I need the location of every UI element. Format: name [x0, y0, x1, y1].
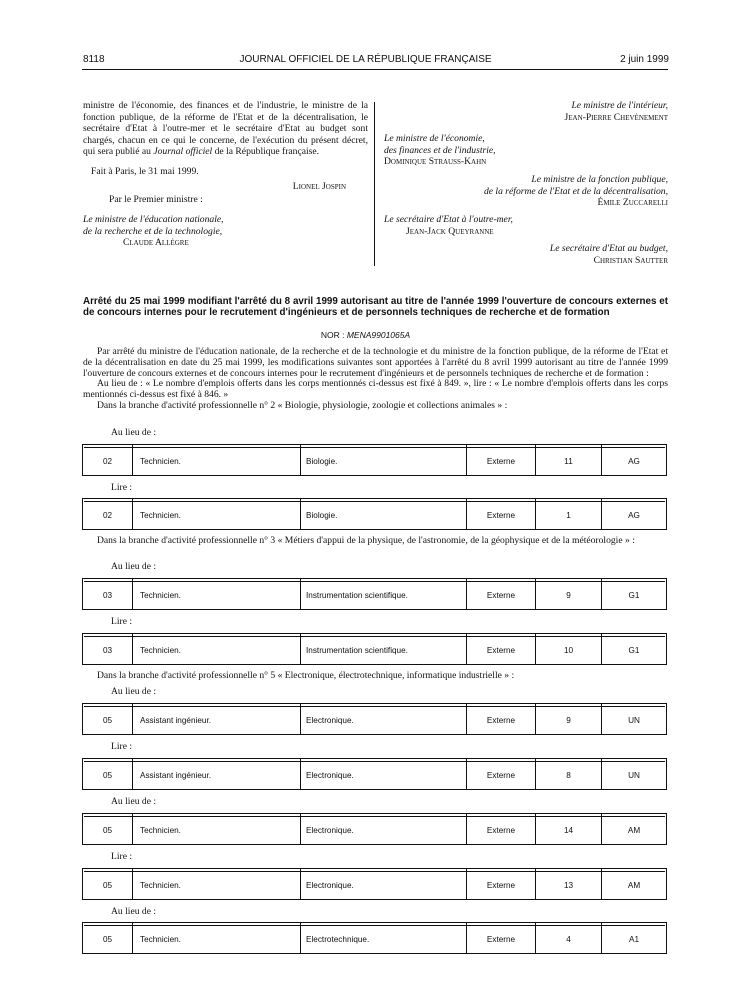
- table-row: [82, 578, 667, 610]
- table-row: [82, 444, 667, 476]
- branch-number: 05: [102, 826, 113, 835]
- corps: Technicien.: [132, 814, 300, 844]
- branch-5: Dans la branche d'activité professionnelle n° 5 « Electronique, électrotechnique, informatique industrielle » :: [97, 670, 515, 681]
- emploi-type: Biologie.: [300, 445, 466, 475]
- emploi-type: Instrumentation scientifique.: [300, 579, 466, 609]
- places-count: 14: [535, 814, 601, 844]
- concours-type: Externe: [466, 579, 535, 609]
- decree-final-paragraph: ministre de l'économie, des finances et de l'industrie, le ministre de la fonction publique, de la réforme de l'Etat et de la décentralisation, le secrétaire d'Etat à l'outre-mer et le secrétaire d'Etat au budget sont chargés, chacun en ce qui le concerne, de l'exécution du présent décret, qui sera publié au Journal officiel de la République française.: [83, 100, 368, 157]
- table-row: [82, 498, 667, 530]
- places-count: 8: [535, 759, 601, 789]
- academy-code: AM: [601, 814, 666, 844]
- concours-type: Externe: [466, 704, 535, 734]
- corps: Technicien.: [132, 579, 300, 609]
- corps: Technicien.: [132, 869, 300, 899]
- branch-3: Dans la branche d'activité professionnelle n° 3 « Métiers d'appui de la physique, de l'astronomie, de la géophysique et de la météorologie » :: [97, 535, 635, 546]
- corps: Assistant ingénieur.: [132, 704, 300, 734]
- column-separator: [374, 102, 375, 266]
- education-minister-name: Claude Allègre: [123, 237, 189, 248]
- lire-label: Lire :: [111, 482, 133, 493]
- branch-number: 02: [102, 511, 113, 520]
- table-row: [82, 868, 667, 900]
- au-lieu-de-label: Au lieu de :: [111, 906, 157, 917]
- change-paragraph: Au lieu de : « Le nombre d'emplois offerts dans les corps mentionnés ci-dessus est fixé à 849. », lire : « Le nombre d'emplois offerts dans les corps mentionnés ci-dessus est fixé à 846. »: [83, 378, 668, 401]
- concours-type: Externe: [466, 445, 535, 475]
- branch-2: Dans la branche d'activité professionnelle n° 2 « Biologie, physiologie, zoologie et collections animales » :: [97, 399, 508, 411]
- branch-number: 05: [102, 771, 113, 780]
- academy-code: AG: [601, 499, 666, 529]
- branch-number: 05: [102, 881, 113, 890]
- arrete-body: [83, 347, 668, 412]
- emploi-type: Electronique.: [300, 704, 466, 734]
- corps: Technicien.: [132, 445, 300, 475]
- concours-type: Externe: [466, 499, 535, 529]
- places-count: 10: [535, 634, 601, 664]
- places-count: 9: [535, 579, 601, 609]
- corps: Technicien.: [132, 634, 300, 664]
- places-count: 1: [535, 499, 601, 529]
- places-count: 13: [535, 869, 601, 899]
- branch-number: 03: [102, 646, 113, 655]
- branch-number: 03: [102, 591, 113, 600]
- done-at: Fait à Paris, le 31 mai 1999.: [91, 165, 199, 177]
- intro-paragraph: Par arrêté du ministre de l'éducation nationale, de la recherche et de la technologie et du ministre de la fonction publique, de la réforme de l'Etat et de la décentralisation en date du 25 mai 1999, les modifications suivantes sont apportées à l'arrêté du 8 avril 1999 autorisant au titre de l'année 1999 l'ouverture de concours externes et de concours internes pour le recrutement d'ingénieurs et de personnels techniques de recherche et de formation :: [83, 346, 668, 379]
- budget-secretary: Le secrétaire d'Etat au budget, Christian Sautter: [549, 243, 668, 266]
- academy-code: G1: [601, 634, 666, 664]
- arrete-title: Arrêté du 25 mai 1999 modifiant l'arrêté du 8 avril 1999 autorisant au titre de l'année 1999 l'ouverture de concours externes et de concours internes pour le recrutement d'ingénieurs et de personnels techniques de recherche et de formation: [83, 296, 668, 318]
- emploi-type: Instrumentation scientifique.: [300, 634, 466, 664]
- emploi-type: Electronique.: [300, 814, 466, 844]
- nor-reference: NOR : MENA9901065A: [320, 330, 411, 340]
- academy-code: G1: [601, 579, 666, 609]
- issue-date: 2 juin 1999: [620, 54, 669, 65]
- academy-code: AG: [601, 445, 666, 475]
- au-lieu-de-label: Au lieu de :: [111, 561, 157, 572]
- concours-type: Externe: [466, 869, 535, 899]
- academy-code: UN: [601, 704, 666, 734]
- table-row: [82, 922, 667, 954]
- emploi-type: Electrotechnique.: [300, 923, 466, 953]
- places-count: 11: [535, 445, 601, 475]
- corps: Technicien.: [132, 499, 300, 529]
- education-minister-title: Le ministre de l'éducation nationale, de la recherche et de la technologie,: [83, 214, 224, 237]
- places-count: 9: [535, 704, 601, 734]
- au-lieu-de-label: Au lieu de :: [111, 427, 157, 438]
- emploi-type: Electronique.: [300, 869, 466, 899]
- economy-minister: Le ministre de l'économie, des finances et de l'industrie, Dominique Strauss-Kahn: [384, 133, 496, 167]
- corps: Technicien.: [132, 923, 300, 953]
- table-row: [82, 633, 667, 665]
- lire-label: Lire :: [111, 741, 133, 752]
- lire-label: Lire :: [111, 616, 133, 627]
- academy-code: AM: [601, 869, 666, 899]
- branch-number: 05: [102, 716, 113, 725]
- lire-label: Lire :: [111, 851, 133, 862]
- concours-type: Externe: [466, 923, 535, 953]
- interior-minister: Le ministre de l'intérieur, Jean-Pierre Chevènement: [564, 100, 668, 123]
- header-rule: [82, 69, 668, 70]
- overseas-secretary: Le secrétaire d'Etat à l'outre-mer, Jean-Jack Queyranne: [384, 214, 513, 237]
- page-number: 8118: [83, 54, 105, 65]
- table-row: [82, 813, 667, 845]
- pm-signature: Lionel Jospin: [292, 181, 346, 192]
- corps: Assistant ingénieur.: [132, 759, 300, 789]
- places-count: 4: [535, 923, 601, 953]
- decree-end-column: [83, 100, 368, 249]
- table-row: [82, 758, 667, 790]
- emploi-type: Biologie.: [300, 499, 466, 529]
- concours-type: Externe: [466, 814, 535, 844]
- public-service-minister: Le ministre de la fonction publique, de la réforme de l'Etat et de la décentralisation, Émile Zuccarelli: [483, 174, 668, 208]
- emploi-type: Electronique.: [300, 759, 466, 789]
- concours-type: Externe: [466, 759, 535, 789]
- concours-type: Externe: [466, 634, 535, 664]
- academy-code: UN: [601, 759, 666, 789]
- au-lieu-de-label: Au lieu de :: [111, 796, 157, 807]
- au-lieu-de-label: Au lieu de :: [111, 686, 157, 697]
- branch-number: 02: [102, 457, 113, 466]
- branch-number: 05: [102, 935, 113, 944]
- pm-line: Par le Premier ministre :: [109, 193, 203, 205]
- journal-title: JOURNAL OFFICIEL DE LA RÉPUBLIQUE FRANÇAISE: [239, 54, 492, 65]
- table-row: [82, 703, 667, 735]
- academy-code: A1: [601, 923, 666, 953]
